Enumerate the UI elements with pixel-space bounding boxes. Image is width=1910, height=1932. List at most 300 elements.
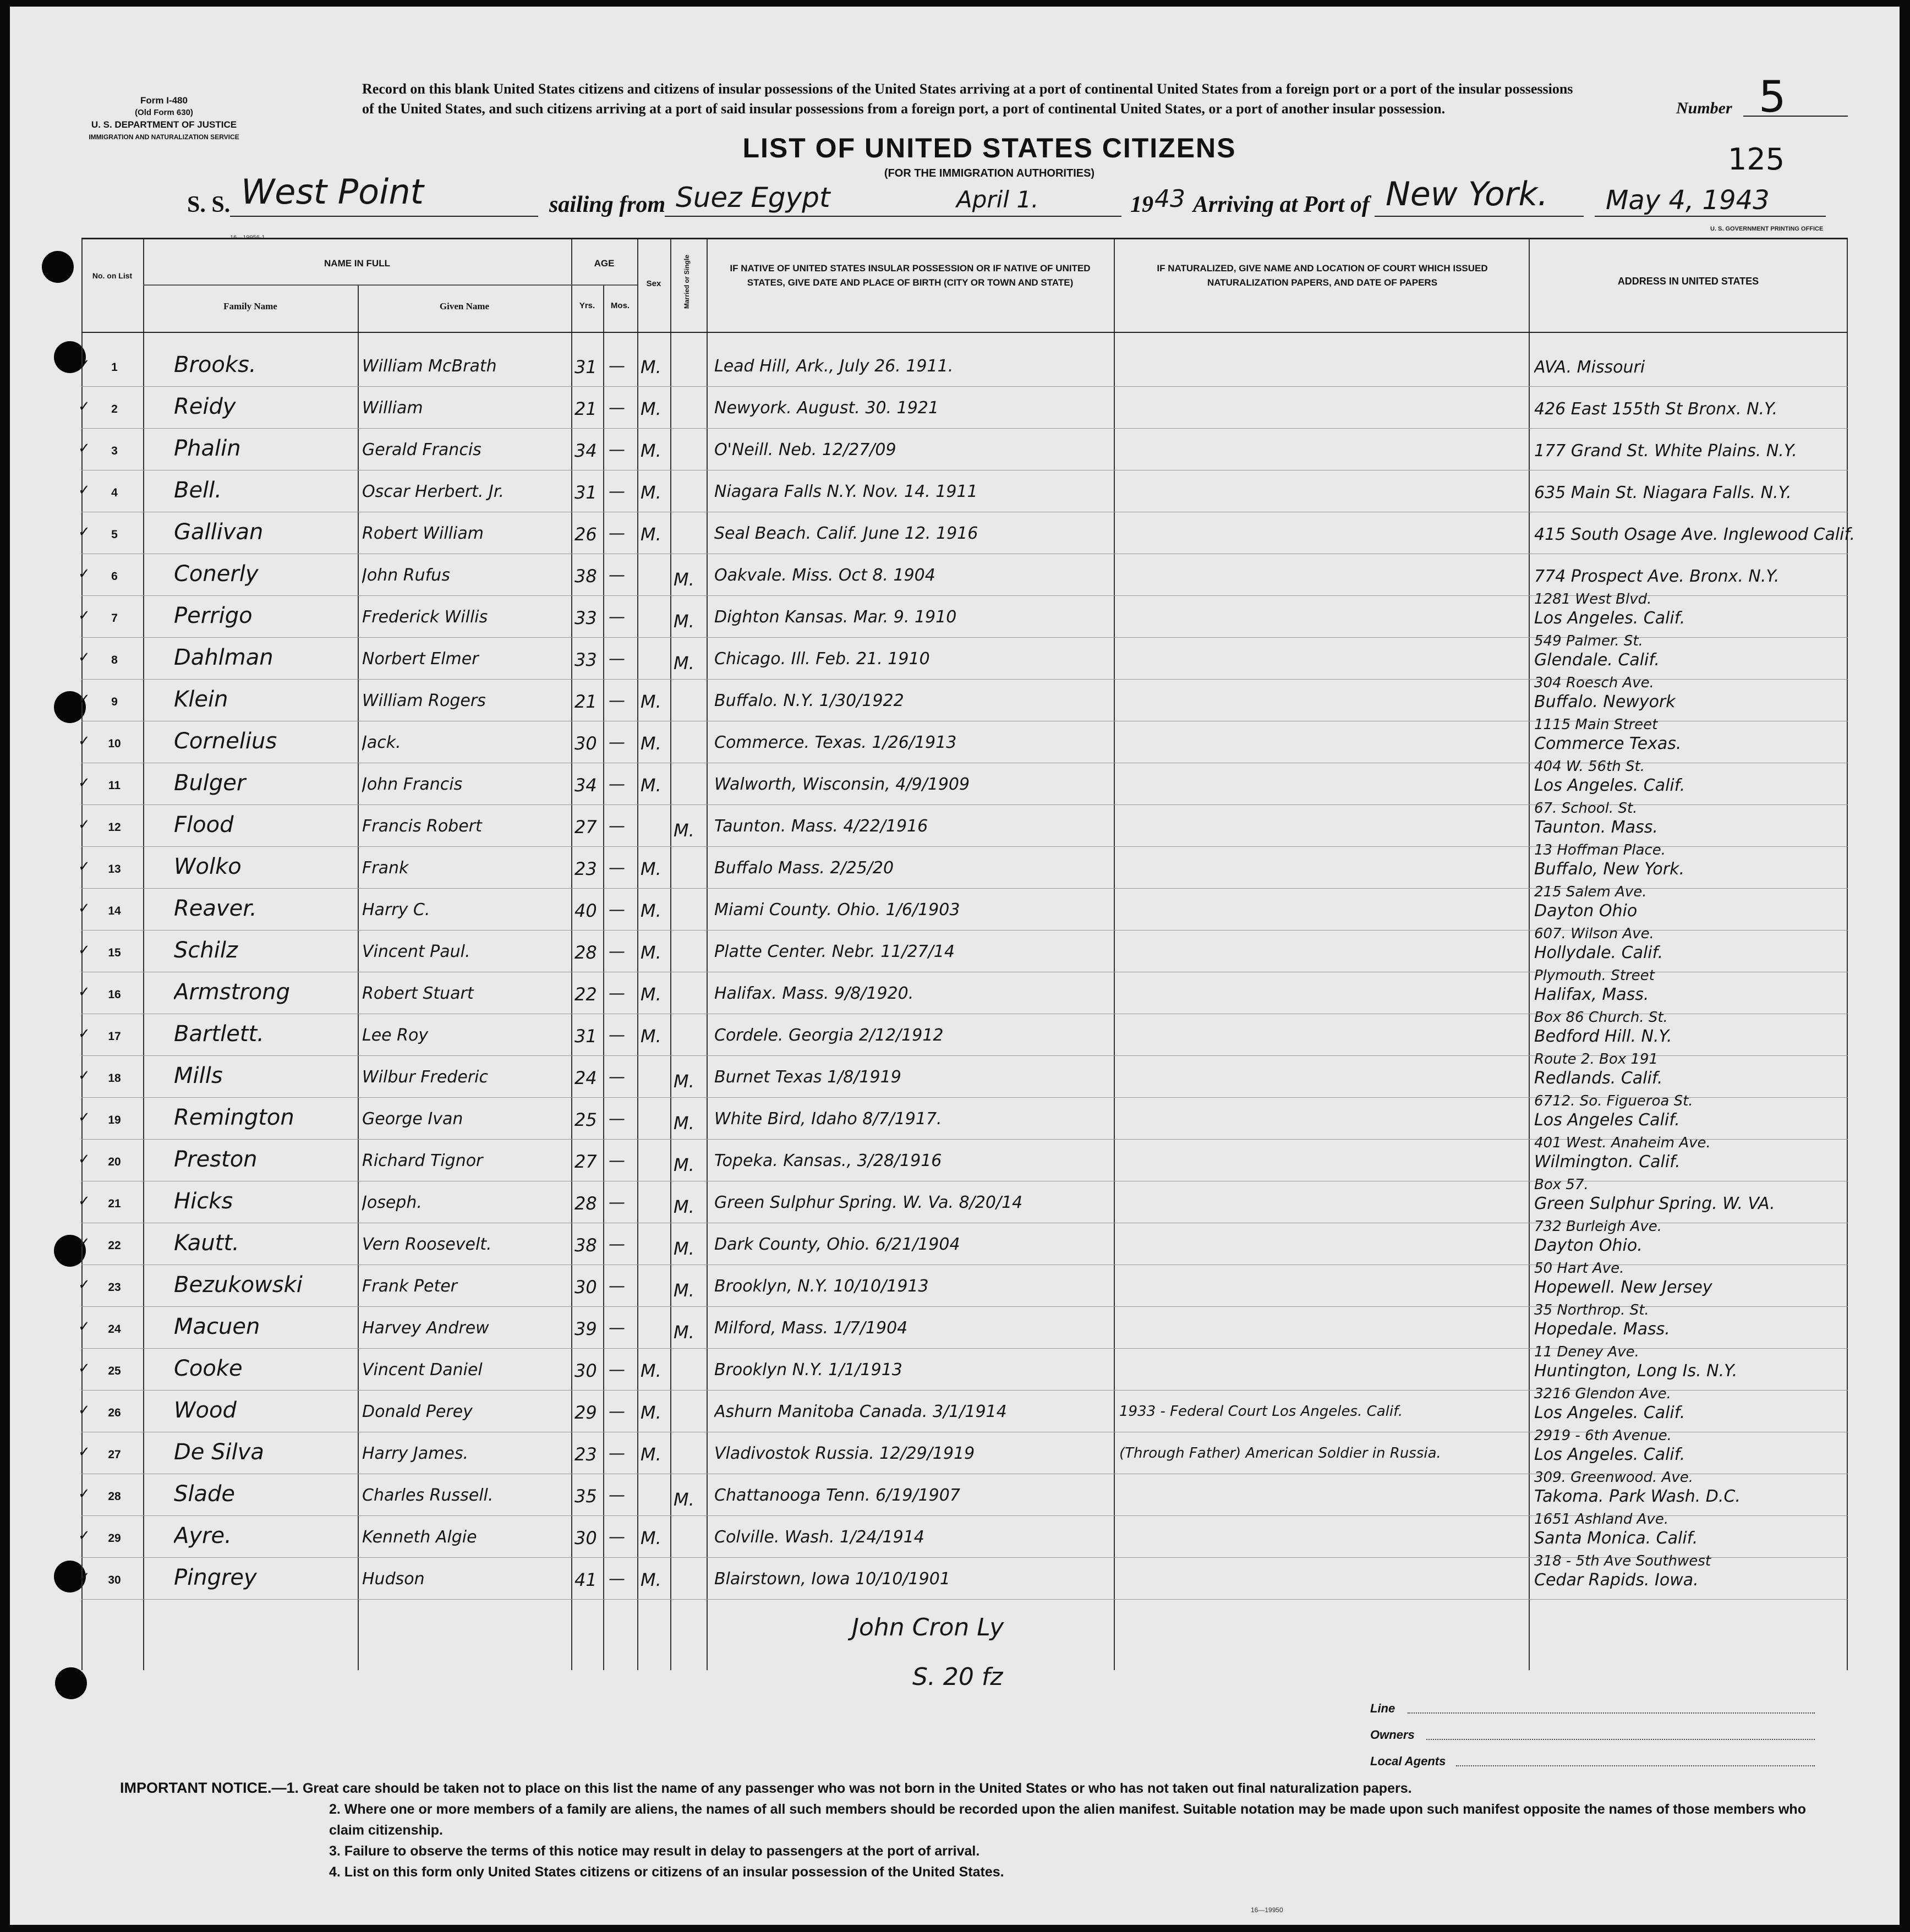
sex: M. (641, 440, 661, 461)
row-number: 13 (108, 863, 121, 875)
check-mark-icon: ✓ (78, 1277, 90, 1293)
family-name: Flood (174, 812, 234, 838)
family-name: Gallivan (174, 519, 264, 545)
address-line-2: 426 East 155th St Bronx. N.Y. (1534, 399, 1778, 419)
row-number: 30 (108, 1574, 121, 1586)
birth-place-date: Vladivostok Russia. 12/29/1919 (714, 1444, 975, 1463)
sex: M. (641, 482, 661, 503)
row-number: 12 (108, 821, 121, 834)
address-line-1: Box 57. (1534, 1176, 1589, 1193)
age-years: 27 (574, 817, 597, 838)
sex: M. (641, 398, 661, 419)
birth-place-date: Halifax. Mass. 9/8/1920. (714, 984, 914, 1003)
given-name: Wilbur Frederic (362, 1068, 488, 1087)
address-line-2: Los Angeles. Calif. (1534, 776, 1685, 795)
footer-agents-field (1456, 1765, 1815, 1766)
check-mark-icon: ✓ (78, 482, 90, 499)
birth-place-date: O'Neill. Neb. 12/27/09 (714, 440, 896, 459)
address-line-2: Dayton Ohio. (1534, 1236, 1643, 1255)
given-name: Robert William (362, 524, 484, 543)
address-line-1: 50 Hart Ave. (1534, 1260, 1624, 1277)
sex: M. (641, 1360, 661, 1381)
family-name: Hicks (174, 1189, 233, 1214)
row-number: 17 (108, 1030, 121, 1043)
notice-item-1 (120, 1777, 1837, 1799)
year-prefix: 19 (1130, 192, 1153, 217)
address-line-1: 1281 West Blvd. (1534, 591, 1652, 607)
address-line-1: 35 Northrop. St. (1534, 1302, 1649, 1318)
address-line-2: Hopewell. New Jersey (1534, 1278, 1712, 1297)
age-months: — (609, 1026, 625, 1045)
given-name: Harvey Andrew (362, 1318, 489, 1338)
birth-place-date: Green Sulphur Spring. W. Va. 8/20/14 (714, 1193, 1023, 1212)
address-line-1: Box 86 Church. St. (1534, 1009, 1668, 1026)
row-number: 21 (108, 1197, 121, 1210)
check-mark-icon: ✓ (78, 1318, 90, 1335)
row-number: 1 (111, 361, 118, 374)
check-mark-icon: ✓ (78, 440, 90, 457)
col-married-single: Married or Single (683, 254, 691, 309)
given-name: Jack. (362, 733, 401, 752)
age-years: 38 (574, 566, 597, 587)
family-name: Macuen (174, 1314, 260, 1339)
age-months: — (609, 1569, 625, 1589)
footer-line-label: Line (1370, 1701, 1395, 1715)
footer-line-field (1408, 1712, 1815, 1714)
row-number: 27 (108, 1448, 121, 1461)
age-months: — (609, 649, 625, 669)
age-months: — (609, 817, 625, 836)
given-name: Francis Robert (362, 817, 482, 836)
married-single: M. (674, 1280, 694, 1301)
family-name: Pingrey (174, 1565, 257, 1590)
service: IMMIGRATION AND NATURALIZATION SERVICE (89, 133, 239, 141)
row-number: 24 (108, 1323, 121, 1336)
family-name: Dahlman (174, 645, 273, 670)
family-name: Perrigo (174, 603, 253, 628)
sex: M. (641, 733, 661, 754)
age-years: 40 (574, 900, 597, 921)
age-months: — (609, 942, 625, 961)
row-number: 15 (108, 946, 121, 959)
check-mark-icon: ✓ (78, 1151, 90, 1168)
footer-agents-label: Local Agents (1370, 1754, 1446, 1768)
married-single: M. (674, 1489, 694, 1510)
birth-place-date: Milford, Mass. 1/7/1904 (714, 1318, 908, 1338)
age-years: 22 (574, 984, 597, 1005)
age-months: — (609, 1109, 625, 1129)
birth-place-date: Taunton. Mass. 4/22/1916 (714, 817, 928, 836)
sex: M. (641, 775, 661, 796)
notice-item-2: 2. Where one or more members of a family are aliens, the names of all such members should be recorded upon the alien manifest. Suitable notation may be made upon such manifest opposite the names of those members who claim citizenship. (329, 1802, 1806, 1838)
row-number: 22 (108, 1239, 121, 1252)
col-yrs: Yrs. (579, 301, 595, 310)
given-name: Frank Peter (362, 1277, 457, 1296)
family-name: Phalin (174, 436, 241, 461)
age-years: 23 (574, 1444, 597, 1465)
row-number: 20 (108, 1156, 121, 1168)
age-months: — (609, 1360, 625, 1380)
check-mark-icon: ✓ (78, 1402, 90, 1419)
form-code-bottom: 16—19950 (1251, 1906, 1283, 1914)
row-number: 23 (108, 1281, 121, 1294)
age-months: — (609, 440, 625, 459)
given-name: William Rogers (362, 691, 486, 710)
age-years: 27 (574, 1151, 597, 1172)
age-years: 33 (574, 649, 597, 670)
birth-place-date: Cordele. Georgia 2/12/1912 (714, 1026, 944, 1045)
age-months: — (609, 1528, 625, 1547)
birth-place-date: Miami County. Ohio. 1/6/1903 (714, 900, 960, 920)
married-single: M. (674, 569, 694, 590)
birth-place-date: Colville. Wash. 1/24/1914 (714, 1528, 924, 1547)
check-mark-icon: ✓ (78, 1444, 90, 1460)
handwritten-annotation: S. 20 fz (912, 1663, 1003, 1691)
address-line-2: Redlands. Calif. (1534, 1069, 1663, 1088)
age-years: 30 (574, 1277, 597, 1298)
family-name: Wolko (174, 854, 242, 879)
married-single: M. (674, 1113, 694, 1134)
naturalization: 1933 - Federal Court Los Angeles. Calif. (1119, 1403, 1403, 1420)
row-number: 28 (108, 1490, 121, 1503)
notice-item-4: 4. List on this form only United States citizens or citizens of an insular possession of the United States. (329, 1864, 1004, 1880)
age-years: 24 (574, 1068, 597, 1088)
family-name: Schilz (174, 938, 238, 963)
arrival-date: May 4, 1943 (1606, 185, 1770, 216)
address-line-1: 3216 Glendon Ave. (1534, 1386, 1671, 1402)
notice-heading: IMPORTANT NOTICE.—1. (120, 1780, 299, 1796)
row-rule (81, 428, 1848, 429)
address-line-2: Los Angeles. Calif. (1534, 609, 1685, 628)
birth-place-date: Commerce. Texas. 1/26/1913 (714, 733, 957, 752)
row-number: 6 (111, 570, 118, 583)
family-name: Ayre. (174, 1523, 232, 1548)
married-single: M. (674, 1154, 694, 1175)
row-number: 29 (108, 1532, 121, 1545)
given-name: Vincent Paul. (362, 942, 470, 961)
col-sex: Sex (646, 279, 661, 288)
row-rule (81, 386, 1848, 387)
family-name: Conerly (174, 561, 259, 587)
address-line-1: 1651 Ashland Ave. (1534, 1511, 1669, 1528)
age-months: — (609, 1193, 625, 1212)
check-mark-icon: ✓ (78, 733, 90, 749)
sex: M. (641, 1528, 661, 1548)
age-months: — (609, 1235, 625, 1254)
birth-place-date: Chattanooga Tenn. 6/19/1907 (714, 1486, 960, 1505)
birth-place-date: Brooklyn, N.Y. 10/10/1913 (714, 1277, 929, 1296)
given-name: Robert Stuart (362, 984, 474, 1003)
address-line-2: Buffalo, New York. (1534, 860, 1684, 879)
sex: M. (641, 942, 661, 963)
address-line-2: Takoma. Park Wash. D.C. (1534, 1487, 1741, 1506)
address-line-1: 6712. So. Figueroa St. (1534, 1093, 1693, 1109)
age-years: 34 (574, 775, 597, 796)
age-years: 38 (574, 1235, 597, 1256)
manifest-sheet (10, 7, 1900, 1925)
address-line-2: Halifax, Mass. (1534, 985, 1649, 1004)
family-name: Remington (174, 1105, 294, 1130)
given-name: Norbert Elmer (362, 649, 479, 669)
col-native-birth: IF NATIVE OF UNITED STATES INSULAR POSSESSION OR IF NATIVE OF UNITED STATES, GIVE DATE AND PLACE OF BIRTH (CITY OR TOWN AND STATE) (730, 263, 1091, 288)
row-number: 14 (108, 905, 121, 917)
row-number: 25 (108, 1365, 121, 1377)
naturalization: (Through Father) American Soldier in Russia. (1119, 1445, 1441, 1462)
check-mark-icon: ✓ (78, 649, 90, 666)
age-months: — (609, 858, 625, 878)
row-number: 16 (108, 988, 121, 1001)
check-mark-icon: ✓ (78, 1360, 90, 1377)
address-line-2: AVA. Missouri (1534, 358, 1645, 377)
sailing-label: sailing from (549, 192, 666, 217)
married-single: M. (674, 1196, 694, 1217)
family-name: De Silva (174, 1440, 264, 1465)
family-name: Cooke (174, 1356, 243, 1381)
number-value: 5 (1759, 73, 1786, 122)
age-months: — (609, 398, 625, 418)
birth-place-date: Platte Center. Nebr. 11/27/14 (714, 942, 955, 961)
given-name: Oscar Herbert. Jr. (362, 482, 504, 501)
age-years: 28 (574, 1193, 597, 1214)
given-name: George Ivan (362, 1109, 463, 1129)
address-line-2: 415 South Osage Ave. Inglewood Calif. (1534, 525, 1856, 544)
address-line-2: 635 Main St. Niagara Falls. N.Y. (1534, 483, 1792, 502)
departure-date: April 1. (956, 186, 1039, 213)
address-line-2: Los Angeles Calif. (1534, 1110, 1680, 1130)
age-years: 21 (574, 691, 597, 712)
row-rule (81, 1599, 1848, 1600)
age-months: — (609, 607, 625, 627)
address-line-1: 1115 Main Street (1534, 716, 1658, 733)
address-line-2: Commerce Texas. (1534, 734, 1682, 753)
address-line-1: 304 Roesch Ave. (1534, 675, 1654, 691)
family-name: Bell. (174, 478, 222, 503)
footer-owners-field (1426, 1739, 1815, 1740)
family-name: Wood (174, 1398, 237, 1423)
row-number: 5 (111, 528, 118, 541)
address-line-2: Wilmington. Calif. (1534, 1152, 1681, 1172)
sex: M. (641, 524, 661, 545)
age-years: 30 (574, 1528, 597, 1548)
check-mark-icon: ✓ (78, 1528, 90, 1544)
form-number: Form I-480 (140, 95, 188, 106)
age-months: — (609, 984, 625, 1003)
check-mark-icon: ✓ (78, 524, 90, 540)
given-name: Frederick Willis (362, 607, 488, 627)
sex: M. (641, 1026, 661, 1047)
important-notice (120, 1777, 1837, 1882)
given-name: Frank (362, 858, 409, 878)
family-name: Armstrong (174, 979, 290, 1005)
check-mark-icon: ✓ (78, 900, 90, 917)
address-line-1: 549 Palmer. St. (1534, 633, 1643, 649)
address-line-1: Route 2. Box 191 (1534, 1051, 1658, 1068)
page-subtitle: (FOR THE IMMIGRATION AUTHORITIES) (884, 167, 1095, 179)
check-mark-icon: ✓ (78, 1235, 90, 1251)
instructions-text: Record on this blank United States citizens and citizens of insular possessions of the United States arriving at a port of continental United States from a foreign port or a port of the insular possessions of the United States, and such citizens arriving at a port of said insular possessions from a foreign port, a port of continental United States, or a port of another insular possession. (362, 81, 1573, 117)
address-line-1: 13 Hoffman Place. (1534, 842, 1666, 858)
check-mark-icon: ✓ (78, 1486, 90, 1502)
col-no: No. on List (92, 271, 133, 280)
given-name: William McBrath (362, 357, 497, 376)
age-years: 26 (574, 524, 597, 545)
address-line-1: 215 Salem Ave. (1534, 884, 1647, 900)
address-line-1: 732 Burleigh Ave. (1534, 1218, 1662, 1235)
family-name: Preston (174, 1147, 258, 1172)
check-mark-icon: ✓ (78, 817, 90, 833)
row-number: 10 (108, 737, 121, 750)
address-line-1: 11 Deney Ave. (1534, 1344, 1639, 1360)
birth-place-date: Burnet Texas 1/8/1919 (714, 1068, 901, 1087)
arriving-label: Arriving at Port of (1193, 192, 1370, 217)
family-name: Kautt. (174, 1230, 239, 1256)
col-age: AGE (594, 258, 615, 269)
check-mark-icon: ✓ (78, 1109, 90, 1126)
address-line-2: Hopedale. Mass. (1534, 1320, 1670, 1339)
age-years: 31 (574, 1026, 597, 1047)
address-line-2: Santa Monica. Calif. (1534, 1529, 1698, 1548)
age-years: 28 (574, 942, 597, 963)
given-name: Hudson (362, 1569, 425, 1589)
check-mark-icon: ✓ (78, 691, 90, 708)
birth-place-date: Oakvale. Miss. Oct 8. 1904 (714, 566, 935, 585)
age-years: 29 (574, 1402, 597, 1423)
address-line-2: Cedar Rapids. Iowa. (1534, 1570, 1699, 1590)
given-name: Joseph. (362, 1193, 422, 1212)
birth-place-date: Dark County, Ohio. 6/21/1904 (714, 1235, 960, 1254)
address-line-2: Los Angeles. Calif. (1534, 1445, 1685, 1464)
address-line-1: 404 W. 56th St. (1534, 758, 1645, 775)
col-family-name: Family Name (223, 301, 277, 311)
col-given-name: Given Name (439, 301, 490, 311)
address-line-2: Hollydale. Calif. (1534, 943, 1663, 962)
birth-place-date: Chicago. Ill. Feb. 21. 1910 (714, 649, 930, 669)
row-number: 18 (108, 1072, 121, 1085)
check-mark-icon: ✓ (78, 1193, 90, 1209)
col-mos: Mos. (610, 301, 630, 310)
check-mark-icon: ✓ (78, 398, 90, 415)
row-number: 9 (111, 696, 118, 708)
age-years: 35 (574, 1486, 597, 1507)
age-months: — (609, 775, 625, 794)
birth-place-date: Brooklyn N.Y. 1/1/1913 (714, 1360, 902, 1380)
sex: M. (641, 900, 661, 921)
sex: M. (641, 1402, 661, 1423)
married-single: M. (674, 820, 694, 841)
sex: M. (641, 691, 661, 712)
birth-place-date: Ashurn Manitoba Canada. 3/1/1914 (714, 1402, 1007, 1421)
age-months: — (609, 566, 625, 585)
family-name: Reaver. (174, 896, 257, 921)
family-name: Cornelius (174, 729, 277, 754)
family-name: Slade (174, 1481, 236, 1507)
given-name: John Francis (362, 775, 463, 794)
given-name: Harry C. (362, 900, 430, 920)
birth-place-date: Dighton Kansas. Mar. 9. 1910 (714, 607, 957, 627)
col-address: ADDRESS IN UNITED STATES (1617, 276, 1759, 287)
age-years: 23 (574, 858, 597, 879)
age-years: 21 (574, 398, 597, 419)
old-form-number: (Old Form 630) (135, 108, 193, 117)
sex: M. (641, 1569, 661, 1590)
age-years: 31 (574, 357, 597, 377)
age-months: — (609, 1486, 625, 1505)
signature: John Cron Ly (852, 1613, 1004, 1641)
check-mark-icon: ✓ (78, 1569, 90, 1586)
birth-place-date: Buffalo. N.Y. 1/30/1922 (714, 691, 904, 710)
row-number: 11 (108, 779, 121, 792)
age-years: 39 (574, 1318, 597, 1339)
age-years: 31 (574, 482, 597, 503)
check-mark-icon: ✓ (78, 607, 90, 624)
given-name: Vincent Daniel (362, 1360, 483, 1380)
departure-year: 43 (1154, 185, 1185, 213)
family-name: Klein (174, 687, 228, 712)
row-number: 26 (108, 1406, 121, 1419)
birth-place-date: Seal Beach. Calif. June 12. 1916 (714, 524, 978, 543)
address-line-1: 67. School. St. (1534, 800, 1638, 817)
address-line-2: Bedford Hill. N.Y. (1534, 1027, 1672, 1046)
address-line-2: Green Sulphur Spring. W. VA. (1534, 1194, 1775, 1213)
check-mark-icon: ✓ (78, 775, 90, 791)
given-name: Lee Roy (362, 1026, 429, 1045)
check-mark-icon: ✓ (78, 1068, 90, 1084)
address-line-2: Taunton. Mass. (1534, 818, 1658, 837)
age-months: — (609, 1151, 625, 1170)
arrival-port: New York. (1386, 175, 1548, 214)
birth-place-date: Topeka. Kansas., 3/28/1916 (714, 1151, 942, 1170)
married-single: M. (674, 1238, 694, 1259)
family-name: Bartlett. (174, 1021, 264, 1047)
birth-place-date: Niagara Falls N.Y. Nov. 14. 1911 (714, 482, 978, 501)
sex: M. (641, 357, 661, 377)
family-name: Reidy (174, 394, 236, 419)
given-name: Vern Roosevelt. (362, 1235, 492, 1254)
check-mark-icon: ✓ (78, 858, 90, 875)
address-line-2: Los Angeles. Calif. (1534, 1403, 1685, 1422)
row-number: 7 (111, 612, 118, 625)
notice-text-1: Great care should be taken not to place on this list the name of any passenger who was not born in the United States or who has not taken out final naturalization papers. (302, 1781, 1412, 1796)
given-name: Kenneth Algie (362, 1528, 477, 1547)
married-single: M. (674, 653, 694, 674)
birth-place-date: Blairstown, Iowa 10/10/1901 (714, 1569, 950, 1589)
footer-owners-label: Owners (1370, 1728, 1415, 1742)
age-months: — (609, 1444, 625, 1463)
col-name-in-full: NAME IN FULL (324, 258, 390, 269)
check-mark-icon: ✓ (78, 942, 90, 959)
address-line-2: Dayton Ohio (1534, 901, 1638, 921)
age-years: 30 (574, 1360, 597, 1381)
sex: M. (641, 858, 661, 879)
age-years: 34 (574, 440, 597, 461)
address-line-2: Huntington, Long Is. N.Y. (1534, 1361, 1738, 1381)
age-months: — (609, 691, 625, 710)
number-label: Number (1676, 99, 1732, 117)
birth-place-date: Walworth, Wisconsin, 4/9/1909 (714, 775, 970, 794)
notice-item-3: 3. Failure to observe the terms of this notice may result in delay to passengers at the port of arrival. (329, 1843, 980, 1859)
family-name: Bezukowski (174, 1272, 303, 1298)
row-number: 19 (108, 1114, 121, 1126)
row-number: 3 (111, 445, 118, 457)
family-name: Brooks. (174, 352, 256, 377)
age-months: — (609, 1318, 625, 1338)
passenger-rows (10, 7, 1900, 1630)
form-code-top: 16—19956-1 (230, 234, 265, 241)
given-name: Donald Perey (362, 1402, 473, 1421)
port-of-departure: Suez Egypt (676, 182, 830, 214)
row-number: 2 (111, 403, 118, 415)
age-months: — (609, 1402, 625, 1421)
